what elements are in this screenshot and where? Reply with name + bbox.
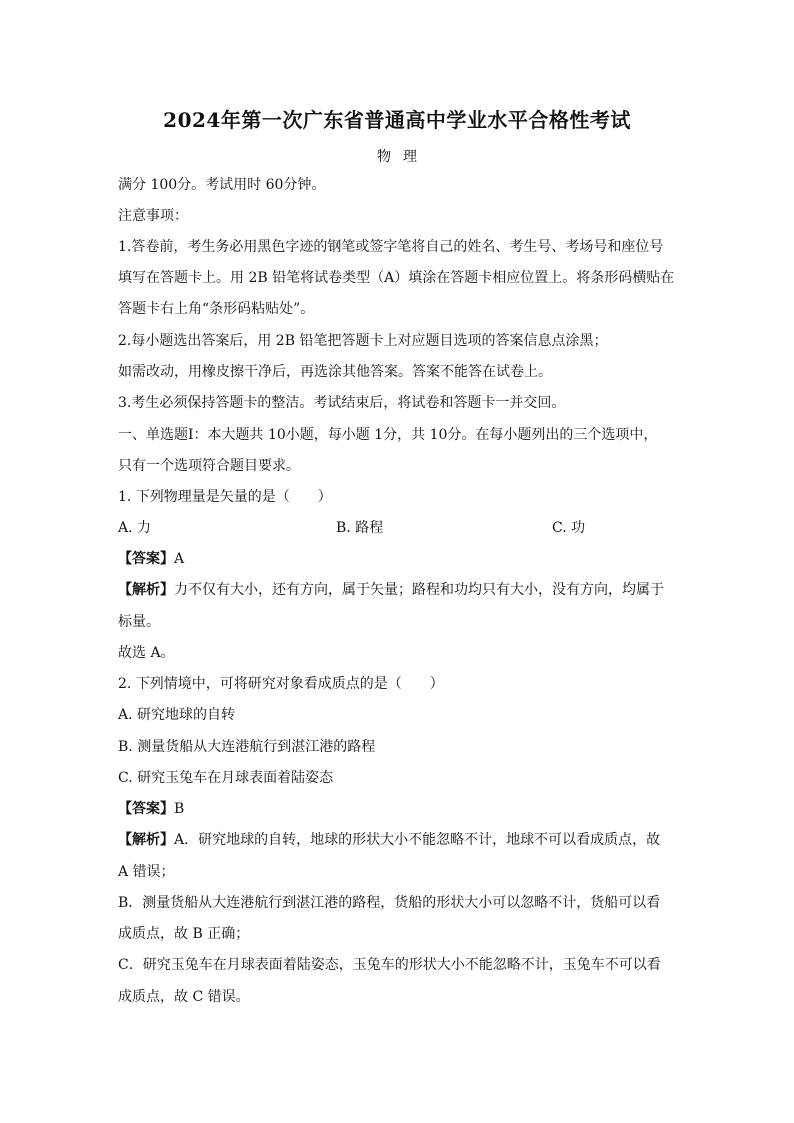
- analysis-text: A．研究地球的自转，地球的形状大小不能忽略不计，地球不可以看成质点，故: [174, 832, 661, 848]
- notice-item-2-cont: 如需改动，用橡皮擦干净后，再选涂其他答案。答案不能答在试卷上。: [118, 364, 552, 380]
- question-2-analysis-b-cont: 成质点，故 B 正确；: [118, 926, 250, 942]
- question-1-analysis-cont: 标量。: [118, 614, 160, 630]
- section-heading: 一、单选题Ⅰ：本大题共 10小题，每小题 1分，共 10分。在每小题列出的三个选项中，: [118, 427, 658, 443]
- subject-label: 物理: [377, 149, 429, 165]
- question-1-conclusion: 故选 A。: [118, 645, 175, 661]
- question-2-analysis: [118, 830, 678, 850]
- answer-value: A: [174, 551, 185, 567]
- analysis-label: 【解析】: [118, 582, 174, 598]
- question-2-option-c: C. 研究玉兔车在月球表面着陆姿态: [118, 770, 334, 786]
- analysis-text: 力不仅有大小，还有方向，属于矢量；路程和功均只有大小，没有方向，均属于: [174, 582, 664, 598]
- notice-heading: 注意事项：: [118, 208, 188, 224]
- analysis-label: 【解析】: [118, 832, 174, 848]
- notice-item-1-cont: 答题卡右上角“条形码粘贴处”。: [118, 301, 315, 317]
- notice-item-1: 1.答卷前，考生务必用黑色字迹的钢笔或签字笔将自己的姓名、考生号、考场号和座位号: [118, 239, 664, 255]
- question-2-stem: 2. 下列情境中，可将研究对象看成质点的是（ ）: [118, 676, 444, 692]
- section-heading-cont: 只有一个选项符合题目要求。: [118, 458, 300, 474]
- question-1-stem: 1. 下列物理量是矢量的是（ ）: [118, 489, 332, 505]
- question-1-analysis: [118, 580, 678, 600]
- question-2-answer: [118, 799, 678, 819]
- notice-item-3: 3.考生必须保持答题卡的整洁。考试结束后，将试卷和答题卡一并交回。: [118, 395, 566, 411]
- question-1-answer: [118, 549, 678, 569]
- notice-item-2: 2.每小题选出答案后，用 2B 铅笔把答题卡上对应题目选项的答案信息点涂黑；: [118, 333, 608, 349]
- question-2-analysis-b: B．测量货船从大连港航行到湛江港的路程，货船的形状大小可以忽略不计，货船可以看: [118, 895, 661, 911]
- exam-title: 2024年第一次广东省普通高中学业水平合格性考试: [163, 108, 631, 132]
- question-2-analysis-c-cont: 成质点，故 C 错误。: [118, 989, 250, 1005]
- question-1-options: [118, 518, 678, 538]
- answer-label: 【答案】: [118, 551, 174, 567]
- answer-label: 【答案】: [118, 801, 174, 817]
- question-2-option-b: B. 测量货船从大连港航行到湛江港的路程: [118, 739, 376, 755]
- question-2-analysis-a-cont: A 错误；: [118, 864, 175, 880]
- option-a: A. 力: [118, 520, 152, 536]
- question-2-option-a: A. 研究地球的自转: [118, 707, 236, 723]
- answer-value: B: [174, 801, 185, 817]
- option-b: B. 路程: [336, 520, 384, 536]
- exam-info: 满分 100分。考试用时 60分钟。: [118, 177, 326, 193]
- question-2-analysis-c: C．研究玉兔车在月球表面着陆姿态，玉兔车的形状大小不能忽略不计，玉兔车不可以看: [118, 957, 661, 973]
- option-c: C. 功: [552, 520, 586, 536]
- notice-item-1-cont: 填写在答题卡上。用 2B 铅笔将试卷类型（A）填涂在答题卡相应位置上。将条形码横贴在: [118, 270, 675, 286]
